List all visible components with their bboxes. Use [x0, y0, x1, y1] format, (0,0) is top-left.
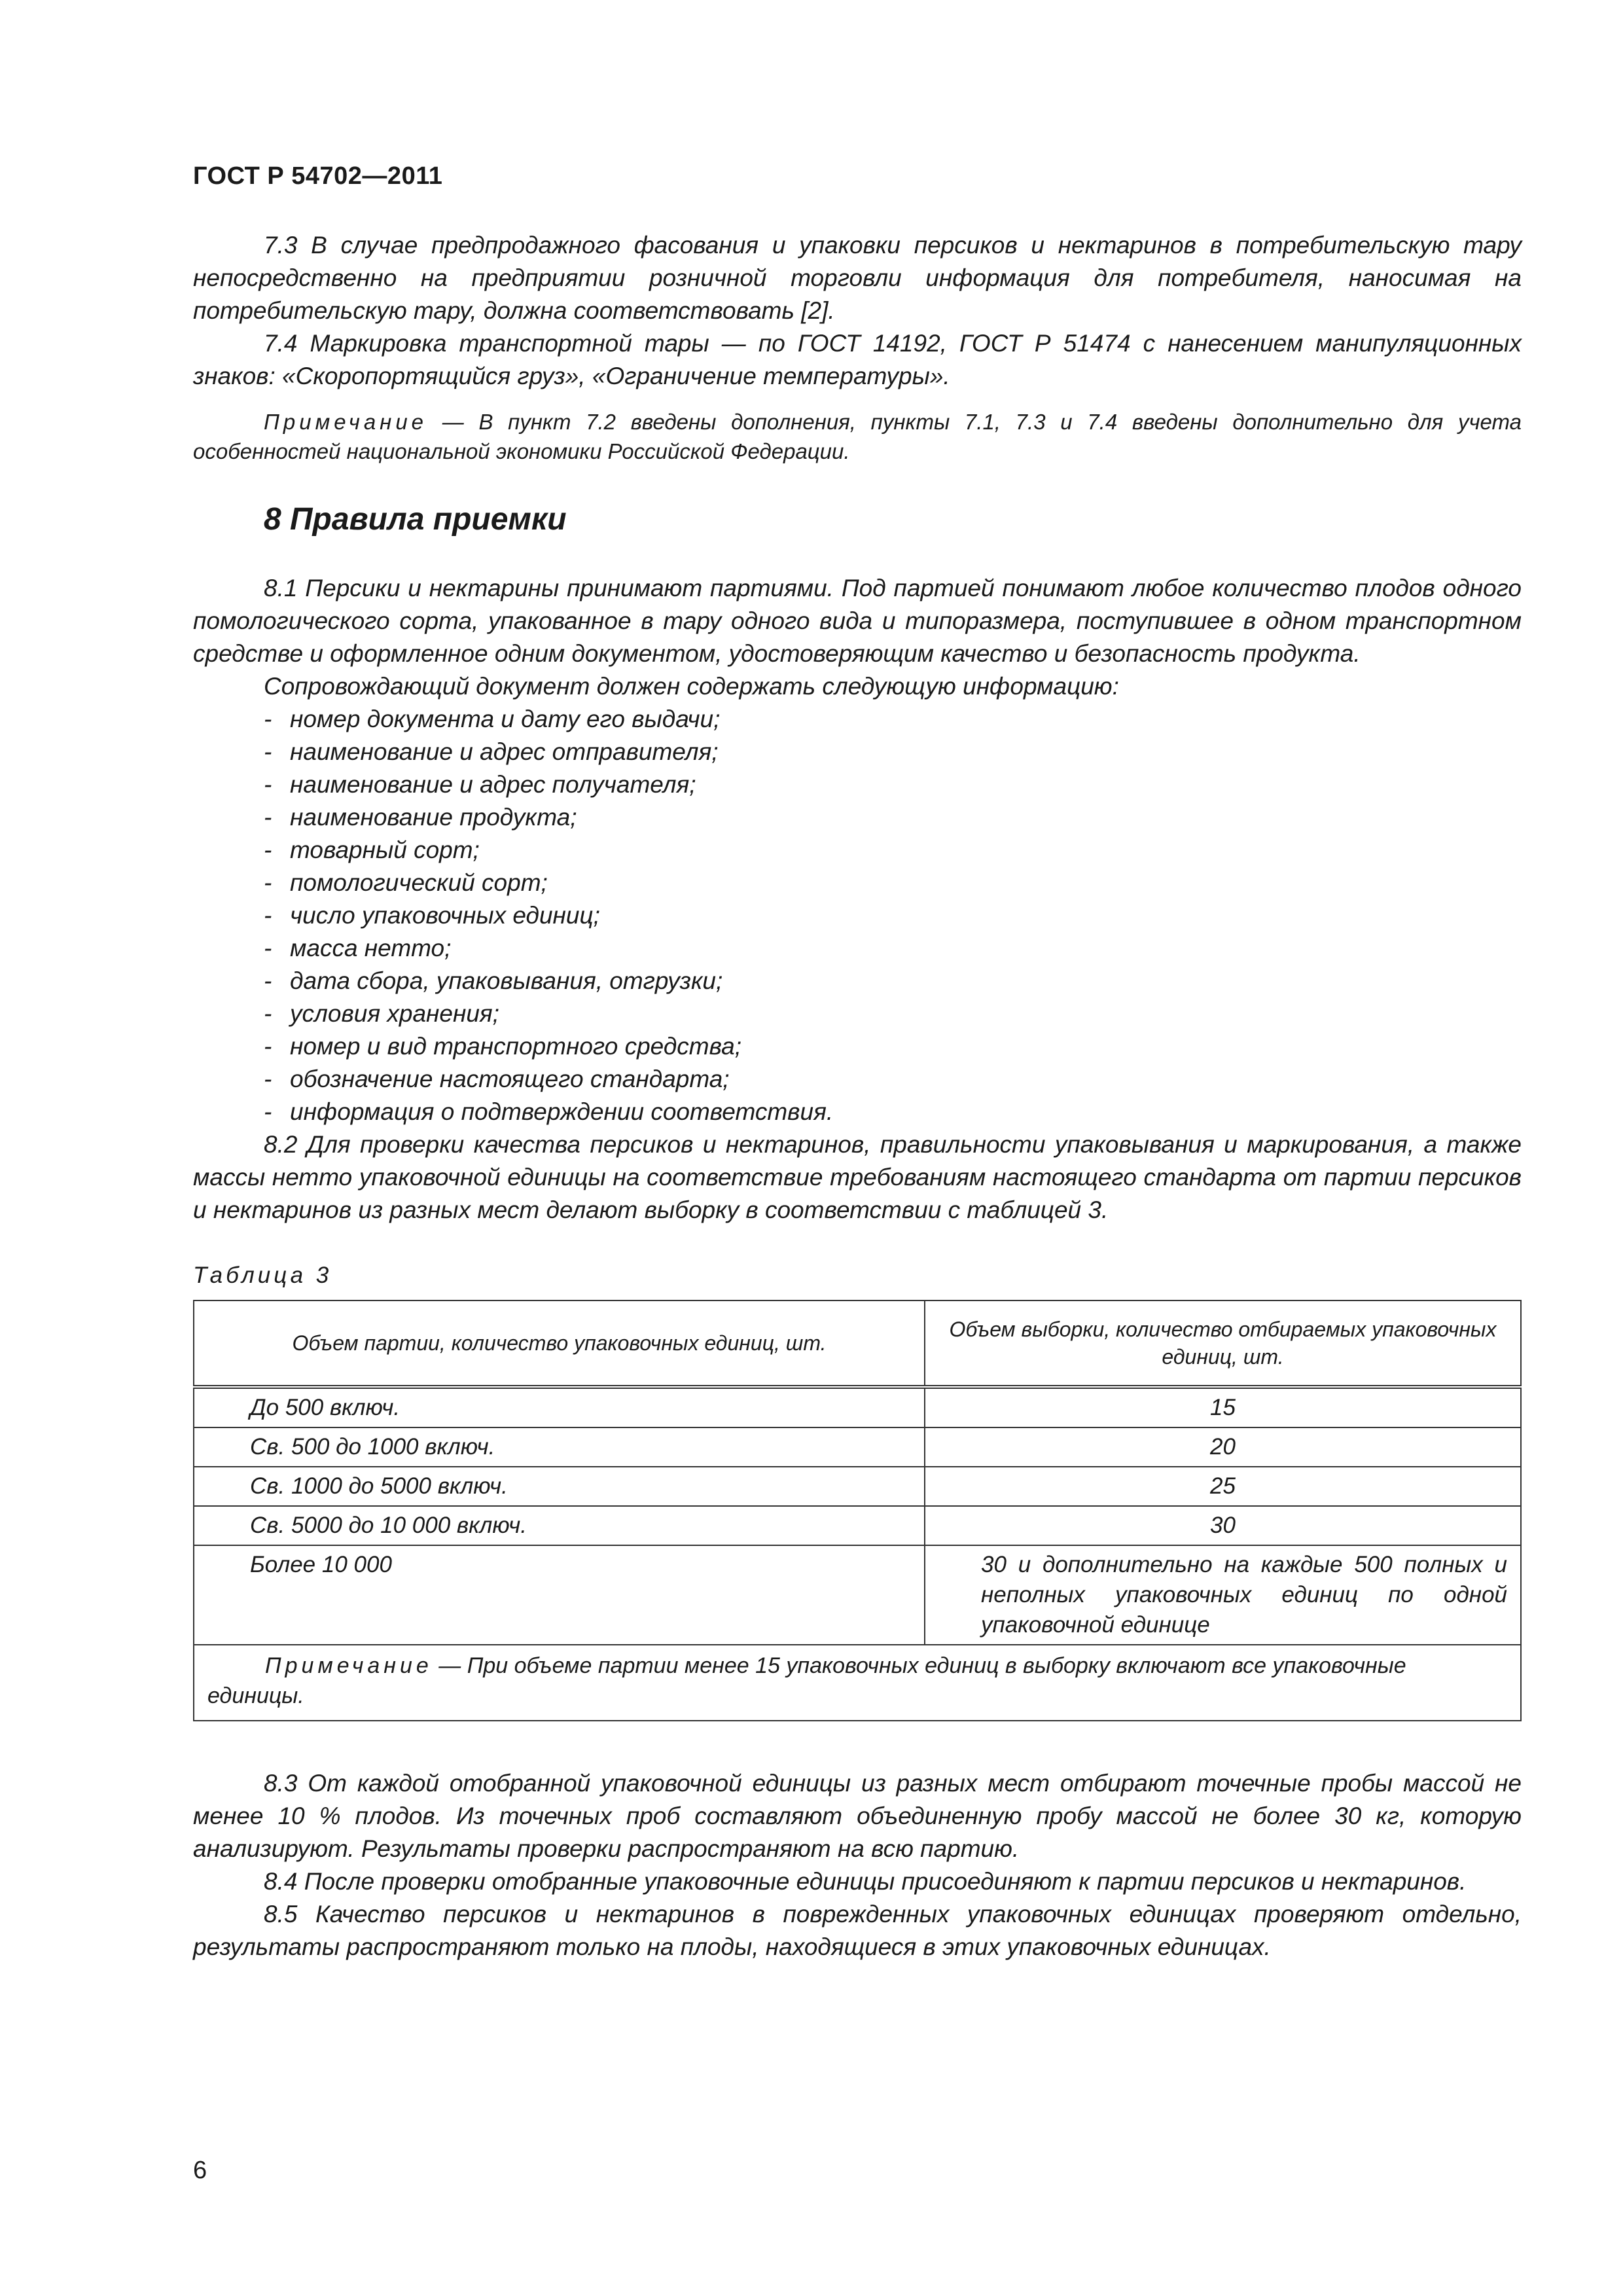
table-row [194, 1467, 1521, 1506]
table-note-row [194, 1645, 1521, 1721]
info-list [193, 703, 1522, 1128]
list-item: - масса нетто; [264, 935, 452, 961]
paragraph-8-3: 8.3 От каждой отобранной упаковочной единицы из разных мест отбирают точечные пробы массой не менее 10 % плодов. Из точечных проб составляют объединенную пробу массой не более 30 кг, которую анализируют. Результаты проверки распространяют на всю партию. [193, 1770, 1522, 1862]
list-item: - дата сбора, упаковывания, отгрузки; [264, 967, 723, 994]
sampling-table [193, 1300, 1522, 1721]
table-cell-lot: Св. 500 до 1000 включ. [194, 1427, 925, 1467]
list-item: - условия хранения; [264, 1000, 499, 1027]
list-item: - наименование продукта; [264, 804, 577, 831]
list-item: - номер и вид транспортного средства; [264, 1033, 741, 1060]
table-row [194, 1387, 1521, 1427]
paragraph-8-5: 8.5 Качество персиков и нектаринов в поврежденных упаковочных единицах проверяют отдельно, результаты распространяют только на плоды, находящиеся в этих упаковочных единицах. [193, 1901, 1522, 1960]
page-number: 6 [193, 2157, 207, 2184]
list-item: - информация о подтверждении соответствия. [264, 1098, 834, 1125]
table-cell-lot: До 500 включ. [194, 1387, 925, 1427]
table-row [194, 1545, 1521, 1645]
note-label: Примечание [264, 410, 428, 434]
table-cell-sample: 30 [925, 1506, 1521, 1545]
paragraph-7-4: 7.4 Маркировка транспортной тары — по ГОСТ 14192, ГОСТ Р 51474 с нанесением манипуляционных знаков: «Скоропортящийся груз», «Ограничение температуры». [193, 330, 1522, 389]
table-row [194, 1506, 1521, 1545]
table-row [194, 1427, 1521, 1467]
list-item: - обозначение настоящего стандарта; [264, 1066, 730, 1092]
list-item: - наименование и адрес получателя; [264, 771, 696, 798]
table-caption: Таблица 3 [193, 1263, 332, 1288]
table-cell-lot: Св. 1000 до 5000 включ. [194, 1467, 925, 1506]
table-header-sample-size: Объем выборки, количество отбираемых упаковочных единиц, шт. [925, 1300, 1521, 1387]
table-cell-sample: 30 и дополнительно на каждые 500 полных и неполных упаковочных единиц по одной упаковочной единице [925, 1545, 1521, 1645]
page-content [193, 229, 1522, 1964]
list-item: - число упаковочных единиц; [264, 902, 600, 929]
table-cell-lot: Более 10 000 [194, 1545, 925, 1645]
paragraph-7-3: 7.3 В случае предпродажного фасования и упаковки персиков и нектаринов в потребительскую тару непосредственно на предприятии розничной торговли информация для потребителя, наносимая на потребительскую тару, должна соответствовать [2]. [193, 232, 1522, 324]
paragraph-8-4: 8.4 После проверки отобранные упаковочные единицы присоединяют к партии персиков и нектаринов. [264, 1868, 1467, 1895]
list-item: - товарный сорт; [264, 836, 480, 863]
list-item: - номер документа и дату его выдачи; [264, 706, 721, 732]
table-cell-sample: 15 [925, 1387, 1521, 1427]
table-cell-lot: Св. 5000 до 10 000 включ. [194, 1506, 925, 1545]
table-header-lot-size: Объем партии, количество упаковочных единиц, шт. [194, 1300, 925, 1387]
list-item: - наименование и адрес отправителя; [264, 738, 719, 765]
section-title: 8 Правила приемки [264, 502, 567, 537]
table-cell-sample: 25 [925, 1467, 1521, 1506]
paragraph-8-1-intro: Сопровождающий документ должен содержать следующую информацию: [264, 673, 1119, 700]
bottom-paragraphs [193, 1767, 1522, 1964]
list-item: - помологический сорт; [264, 869, 548, 896]
table-header-row [194, 1300, 1521, 1387]
table-note: Примечание — При объеме партии менее 15 упаковочных единиц в выборку включают все упаковочные единицы. [194, 1645, 1521, 1721]
note-1 [193, 407, 1522, 466]
document-code: ГОСТ Р 54702—2011 [193, 162, 443, 190]
table-cell-sample: 20 [925, 1427, 1521, 1467]
note-text: — В пункт 7.2 введены дополнения, пункты 7.1, 7.3 и 7.4 введены дополнительно для учета особенностей национальной экономики Российской Федерации. [193, 410, 1522, 463]
paragraph-8-1: 8.1 Персики и нектарины принимают партиями. Под партией понимают любое количество плодов одного помологического сорта, упакованное в тару одного вида и типоразмера, поступившее в одном транспортном средстве и оформленное одним документом, удостоверяющим качество и безопасность продукта. [193, 575, 1522, 667]
paragraph-8-2: 8.2 Для проверки качества персиков и нектаринов, правильности упаковывания и маркирования, а также массы нетто упаковочной единицы на соответствие требованиям настоящего стандарта от партии персиков и нектаринов из разных мест делают выборку в соответствии с таблицей 3. [193, 1131, 1522, 1223]
